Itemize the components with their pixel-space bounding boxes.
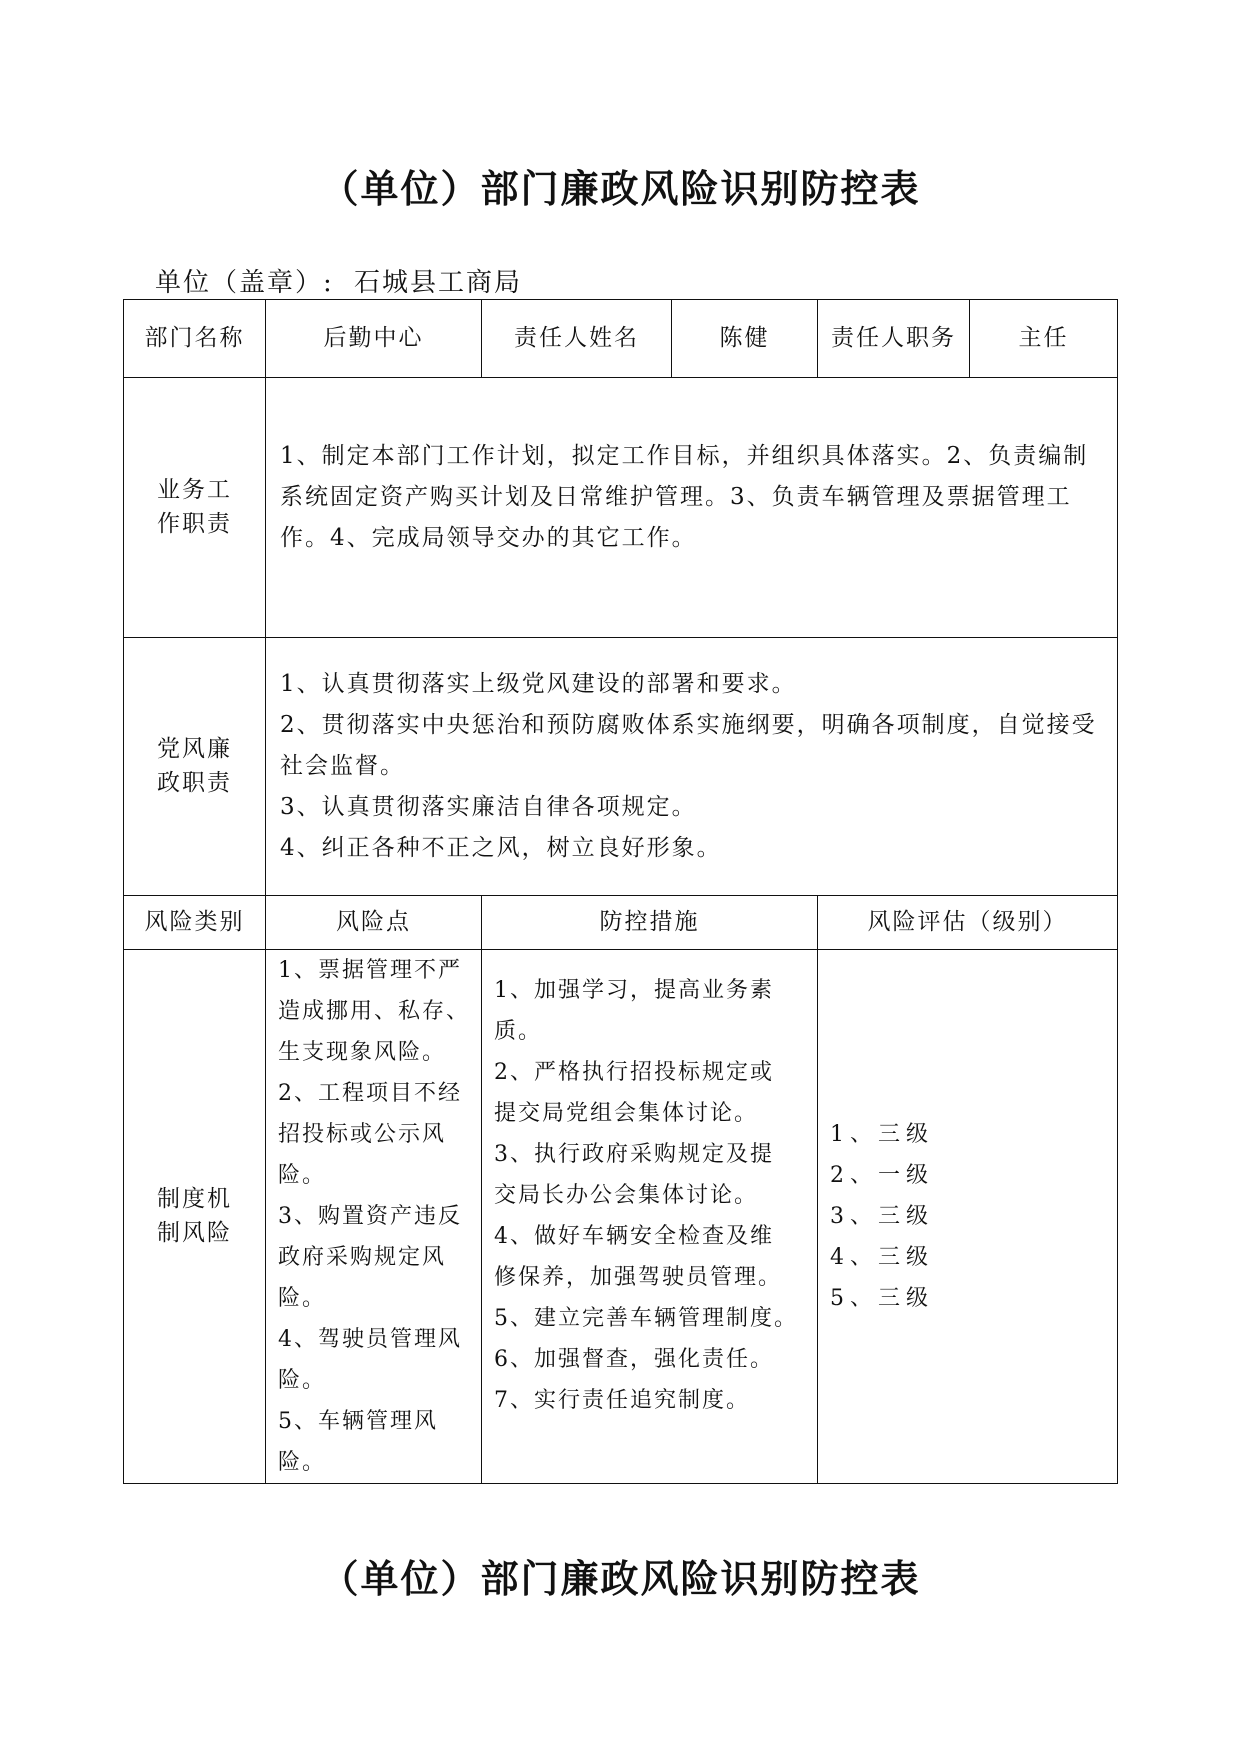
business-duty-label-line1: 业务工 bbox=[157, 477, 232, 504]
person-title-value: 主任 bbox=[970, 300, 1118, 378]
risk-measures-cell bbox=[482, 950, 818, 1484]
dept-name-value: 后勤中心 bbox=[266, 300, 482, 378]
risk-point-line: 险。 bbox=[278, 1163, 327, 1188]
integrity-duty-item: 4、纠正各种不正之风，树立良好形象。 bbox=[280, 835, 722, 861]
integrity-duty-item: 2、贯彻落实中央惩治和预防腐败体系实施纲要，明确各项制度，自觉接受社会监督。 bbox=[280, 712, 1097, 779]
integrity-duty-label-line2: 政职责 bbox=[157, 769, 232, 796]
risk-grade-line: 5、三级 bbox=[830, 1286, 934, 1311]
risk-measure-line: 6、加强督查，强化责任。 bbox=[494, 1347, 774, 1372]
risk-grade-line: 4、三级 bbox=[830, 1245, 934, 1270]
risk-category-line1: 制度机 bbox=[157, 1186, 232, 1213]
risk-measure-line: 交局长办公会集体讨论。 bbox=[494, 1183, 759, 1208]
risk-category-cell bbox=[124, 950, 266, 1484]
integrity-duty-label bbox=[124, 638, 266, 896]
risk-assessment-cell bbox=[818, 950, 1118, 1484]
risk-point-line: 1、票据管理不严 bbox=[278, 958, 462, 983]
header-row bbox=[124, 300, 1118, 378]
risk-point-line: 5、车辆管理风险。 bbox=[278, 1409, 438, 1475]
unit-line bbox=[155, 262, 522, 299]
risk-assessment-header: 风险评估（级别） bbox=[818, 896, 1118, 950]
risk-point-line: 3、购置资产违反 bbox=[278, 1204, 462, 1229]
risk-point-line: 招投标或公示风 bbox=[278, 1122, 447, 1147]
business-duty-row bbox=[124, 378, 1118, 638]
page-title-repeat: （单位）部门廉政风险识别防控表 bbox=[320, 1557, 921, 1601]
risk-point-line: 政府采购规定风 bbox=[278, 1245, 447, 1270]
risk-measure-line: 修保养，加强驾驶员管理。 bbox=[494, 1265, 783, 1290]
risk-measure-line: 2、严格执行招投标规定或 bbox=[494, 1060, 774, 1085]
risk-measure-line: 提交局党组会集体讨论。 bbox=[494, 1101, 759, 1126]
risk-grade-line: 1、三级 bbox=[830, 1122, 934, 1147]
risk-control-table bbox=[123, 299, 1118, 1484]
risk-point-line: 生支现象风险。 bbox=[278, 1040, 447, 1065]
business-duty-label-line2: 作职责 bbox=[157, 510, 232, 537]
risk-row bbox=[124, 950, 1118, 1484]
risk-measure-line: 3、执行政府采购规定及提 bbox=[494, 1142, 774, 1167]
page-title: （单位）部门廉政风险识别防控表 bbox=[320, 167, 921, 211]
business-duty-text: 1、制定本部门工作计划，拟定工作目标，并组织具体落实。2、负责编制系统固定资产购买计划及日常维护管理。3、负责车辆管理及票据管理工作。4、完成局领导交办的其它工作。 bbox=[280, 443, 1089, 551]
risk-point-line: 造成挪用、私存、 bbox=[278, 999, 471, 1024]
person-title-label: 责任人职务 bbox=[818, 300, 970, 378]
unit-label: 单位（盖章）: bbox=[155, 268, 334, 298]
risk-category-line2: 制风险 bbox=[157, 1219, 232, 1246]
risk-point-header: 风险点 bbox=[266, 896, 482, 950]
risk-point-line: 2、工程项目不经 bbox=[278, 1081, 462, 1106]
person-name-label: 责任人姓名 bbox=[482, 300, 672, 378]
business-duty-cell bbox=[266, 378, 1118, 638]
integrity-duty-label-line1: 党风廉 bbox=[157, 736, 232, 763]
person-name-value: 陈健 bbox=[672, 300, 818, 378]
risk-point-line: 4、驾驶员管理风 bbox=[278, 1327, 462, 1352]
integrity-duty-item: 1、认真贯彻落实上级党风建设的部署和要求。 bbox=[280, 671, 797, 697]
risk-measure-line: 5、建立完善车辆管理制度。 bbox=[494, 1306, 798, 1331]
unit-value: 石城县工商局 bbox=[354, 268, 523, 298]
risk-header-row bbox=[124, 896, 1118, 950]
risk-measures-header: 防控措施 bbox=[482, 896, 818, 950]
risk-measure-line: 质。 bbox=[494, 1019, 543, 1044]
risk-point-line: 险。 bbox=[278, 1286, 327, 1311]
risk-grade-line: 2、一级 bbox=[830, 1163, 934, 1188]
risk-grade-line: 3、三级 bbox=[830, 1204, 934, 1229]
risk-point-line: 险。 bbox=[278, 1368, 327, 1393]
dept-name-label: 部门名称 bbox=[124, 300, 266, 378]
risk-measure-line: 4、做好车辆安全检查及维 bbox=[494, 1224, 774, 1249]
risk-category-header: 风险类别 bbox=[124, 896, 266, 950]
risk-points-cell bbox=[266, 950, 482, 1484]
risk-measure-line: 1、加强学习，提高业务素 bbox=[494, 978, 774, 1003]
integrity-duty-cell bbox=[266, 638, 1118, 896]
business-duty-label bbox=[124, 378, 266, 638]
integrity-duty-row bbox=[124, 638, 1118, 896]
integrity-duty-item: 3、认真贯彻落实廉洁自律各项规定。 bbox=[280, 794, 697, 820]
risk-measure-line: 7、实行责任追究制度。 bbox=[494, 1388, 750, 1413]
